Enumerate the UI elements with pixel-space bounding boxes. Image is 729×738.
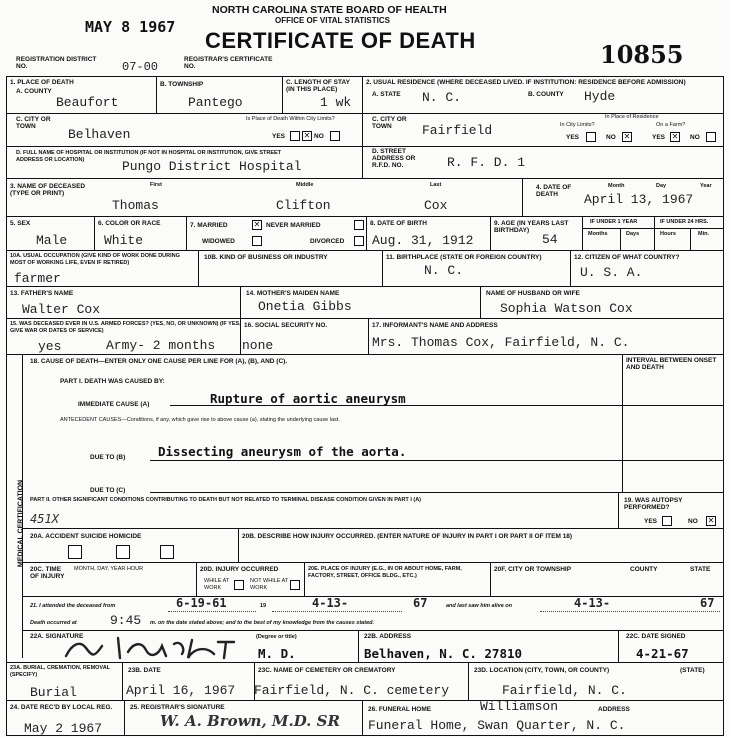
- birthplace-label: 11. BIRTHPLACE (STATE OR FOREIGN COUNTRY): [386, 254, 542, 261]
- autopsy-yes-label: YES: [644, 518, 658, 525]
- death-city-label: C. CITY OR TOWN: [16, 116, 51, 130]
- stay-length-label: C. LENGTH OF STAY (IN THIS PLACE): [286, 79, 350, 93]
- months-label: Months: [588, 231, 608, 237]
- death-township: Pantego: [188, 95, 243, 110]
- injury-state-label: STATE: [690, 566, 711, 573]
- death-time: 9:45: [110, 613, 142, 628]
- attended-year: 67: [413, 596, 428, 610]
- date-signed-label: 22C. DATE SIGNED: [626, 633, 686, 640]
- date-signed: 4-21-67: [636, 646, 689, 661]
- age-value: 54: [542, 232, 558, 247]
- within-limits-label: Is Place of Death Within City Limits?: [246, 116, 335, 122]
- antecedent-label: ANTECEDENT CAUSES—Conditions, if any, which gave rise to above cause (a), stating the underlying cause last.: [60, 417, 340, 423]
- date-received-label: 24. DATE REC'D BY LOCAL REG.: [10, 704, 113, 711]
- year-label: Year: [700, 183, 712, 189]
- place-residence-label: In Place of Residence: [605, 114, 659, 120]
- last-seen-year: 67: [700, 596, 715, 610]
- res-city-yes-box: [586, 132, 596, 142]
- registrar-certificate-label: REGISTRAR'S CERTIFICATE NO.: [184, 56, 273, 70]
- married-box: ✕: [253, 220, 261, 229]
- funeral-home-label: 26. FUNERAL HOME: [368, 706, 432, 713]
- residence-state: N. C.: [422, 90, 462, 105]
- informant-value: Mrs. Thomas Cox, Fairfield, N. C.: [372, 335, 630, 350]
- informant-label: 17. INFORMANT'S NAME AND ADDRESS: [372, 322, 498, 329]
- cemetery-name: Fairfield, N. C. cemetery: [254, 683, 450, 698]
- res-farm-no-label: NO: [690, 134, 700, 141]
- death-limits-extra-box: [330, 131, 340, 141]
- while-at-work-box: [234, 580, 244, 590]
- street-address: R. F. D. 1: [447, 155, 526, 170]
- injury-occurred-label: 20D. INJURY OCCURRED: [200, 566, 279, 573]
- burial-date-label: 23B. DATE: [128, 667, 161, 674]
- deceased-name-label: 3. NAME OF DECEASED (TYPE OR PRINT): [10, 183, 86, 197]
- date-of-death-label: 4. DATE OF DEATH: [536, 184, 572, 198]
- autopsy-label: 19. WAS AUTOPSY PERFORMED?: [624, 497, 683, 511]
- stay-length: 1 wk: [320, 95, 352, 110]
- death-township-label: B. TOWNSHIP: [160, 81, 204, 88]
- armed-forces-service: Army- 2 months: [106, 338, 216, 353]
- burial-value: Burial: [30, 685, 77, 700]
- spouse-label: NAME OF HUSBAND OR WIFE: [486, 290, 580, 297]
- part-one-label: PART I. DEATH WAS CAUSED BY:: [60, 378, 165, 385]
- immediate-cause: Rupture of aortic aneurysm: [210, 391, 406, 406]
- due-to-b-label: DUE TO (B): [90, 454, 126, 461]
- autopsy-no-box: ✕: [707, 516, 715, 525]
- homicide-box: [160, 545, 174, 559]
- citizen-label: 12. CITIZEN OF WHAT COUNTRY?: [574, 254, 680, 261]
- sex-label: 5. SEX: [10, 220, 31, 227]
- sex-value: Male: [36, 233, 68, 248]
- cause-label: 18. CAUSE OF DEATH—ENTER ONLY ONE CAUSE PER LINE FOR (A), (B), AND (C).: [30, 358, 288, 365]
- due-to-b: Dissecting aneurysm of the aorta.: [158, 444, 407, 459]
- degree-label: (Degree or title): [256, 634, 297, 640]
- attended-to: 4-13-: [312, 596, 349, 610]
- last-seen-label: and last saw him alive on: [446, 603, 513, 609]
- on-farm-label: On a Farm?: [656, 122, 686, 128]
- registrar-signature-label: 25. REGISTRAR'S SIGNATURE: [130, 704, 225, 711]
- first-name-label: First: [150, 182, 162, 188]
- month-label: Month: [608, 183, 625, 189]
- burial-location-label: 23D. LOCATION (CITY, TOWN, OR COUNTY): [474, 667, 610, 674]
- not-at-work-box: [290, 580, 300, 590]
- spouse-name: Sophia Watson Cox: [500, 301, 633, 316]
- under-24-hrs-label: IF UNDER 24 HRS.: [660, 219, 709, 225]
- mother-label: 14. MOTHER'S MAIDEN NAME: [246, 290, 340, 297]
- married-label: 7. MARRIED: [190, 222, 228, 229]
- birthplace-value: N. C.: [424, 263, 464, 278]
- residence-city-label: C. CITY OR TOWN: [372, 116, 407, 130]
- funeral-home-address: Funeral Home, Swan Quarter, N. C.: [368, 718, 626, 733]
- burial-date: April 16, 1967: [126, 683, 236, 698]
- father-label: 13. FATHER'S NAME: [10, 290, 74, 297]
- never-married-box: [354, 220, 364, 230]
- minutes-label: Min.: [698, 231, 709, 237]
- part-two-label: PART II. OTHER SIGNIFICANT CONDITIONS CONTRIBUTING TO DEATH BUT NOT RELATED TO TERMINAL DISEASE CONDITION GIVEN IN PART I (A): [30, 497, 422, 503]
- attended-label: 21. I attended the deceased from: [30, 603, 116, 609]
- res-city-yes-label: YES: [566, 134, 580, 141]
- dob-label: 8. DATE OF BIRTH: [370, 220, 427, 227]
- due-to-c-label: DUE TO (C): [90, 487, 126, 494]
- injury-county-label: COUNTY: [630, 566, 658, 573]
- injury-city-label: 20F. CITY OR TOWNSHIP: [494, 566, 572, 573]
- armed-forces-label: 15. WAS DECEASED EVER IN U.S. ARMED FORCES? (YES, NO, OR UNKNOWN) (IF YES, GIVE WAR OR DATES OF SERVICE): [10, 321, 241, 334]
- res-farm-yes-label: YES: [652, 134, 666, 141]
- last-name: Cox: [424, 198, 448, 213]
- death-county: Beaufort: [56, 95, 119, 110]
- first-name: Thomas: [112, 198, 159, 213]
- certifier-address-label: 22B. ADDRESS: [364, 633, 412, 640]
- injury-time-label: 20C. TIME OF INJURY: [30, 566, 65, 580]
- registration-district-label: REGISTRATION DISTRICT NO.: [16, 56, 97, 70]
- certificate-title: CERTIFICATE OF DEATH: [205, 28, 476, 53]
- armed-forces-value: yes: [38, 339, 62, 354]
- last-name-label: Last: [430, 182, 442, 188]
- middle-name: Clifton: [276, 198, 331, 213]
- in-city-limits-label: In City Limits?: [560, 122, 595, 128]
- registration-district-value: 07-00: [122, 60, 159, 74]
- occupation-value: farmer: [14, 271, 61, 286]
- mother-name: Onetia Gibbs: [258, 299, 352, 314]
- res-farm-yes-box: ✕: [671, 132, 679, 141]
- certificate-number: 10855: [600, 40, 684, 69]
- death-limits-yes-label: YES: [272, 133, 286, 140]
- day-label: Day: [656, 183, 667, 189]
- suicide-box: [116, 545, 130, 559]
- death-county-label: A. COUNTY: [16, 88, 52, 95]
- medical-certification-label: MEDICAL CERTIFICATION: [17, 479, 25, 568]
- business-label: 10B. KIND OF BUSINESS OR INDUSTRY: [204, 254, 328, 261]
- ssn-value: none: [242, 338, 274, 353]
- injury-describe-label: 20B. DESCRIBE HOW INJURY OCCURRED. (ENTER NATURE OF INJURY IN PART I OR PART II OF ITEM 18): [242, 533, 573, 540]
- days-label: Days: [626, 231, 640, 237]
- race-label: 6. COLOR OR RACE: [98, 220, 161, 227]
- last-seen: 4-13-: [574, 596, 611, 610]
- residence-state-label: A. STATE: [372, 91, 401, 98]
- certifier-signature: [58, 634, 248, 662]
- cause-code: 451X: [30, 512, 59, 526]
- on-date-label: m. on the date stated above; and to the best of my knowledge from the causes stated.: [150, 620, 375, 626]
- death-city: Belhaven: [68, 127, 131, 142]
- residence-county-label: B. COUNTY: [528, 91, 564, 98]
- res-city-no-label: NO: [606, 134, 616, 141]
- place-of-death-label: 1. PLACE OF DEATH: [10, 79, 74, 86]
- accident-label: 20A. ACCIDENT SUICIDE HOMICIDE: [30, 533, 142, 540]
- death-occurred-label: Death occurred at: [30, 620, 77, 626]
- accident-box: [68, 545, 82, 559]
- office-name: OFFICE OF VITAL STATISTICS: [275, 16, 390, 25]
- race-value: White: [104, 233, 144, 248]
- interval-label: INTERVAL BETWEEN ONSET AND DEATH: [626, 357, 717, 371]
- signature-label: 22A. SIGNATURE: [30, 633, 84, 640]
- divorced-box: [354, 236, 364, 246]
- death-limits-no-box: ✕: [303, 131, 311, 140]
- citizen-value: U. S. A.: [580, 265, 643, 280]
- death-limits-no-label: NO: [314, 133, 324, 140]
- burial-label: 23A. BURIAL, CREMATION, REMOVAL (SPECIFY): [10, 665, 110, 678]
- residence-label: 2. USUAL RESIDENCE (WHERE DECEASED LIVED. IF INSTITUTION: RESIDENCE BEFORE ADMISSION): [366, 79, 686, 86]
- burial-state-label: (STATE): [680, 667, 705, 674]
- funeral-home-name: Williamson: [480, 699, 559, 714]
- burial-location: Fairfield, N. C.: [502, 683, 627, 698]
- date-stamp: MAY 8 1967: [85, 18, 176, 36]
- death-limits-yes-box: [290, 131, 300, 141]
- date-of-death: April 13, 1967: [584, 192, 694, 207]
- certifier-degree: M. D.: [258, 646, 296, 661]
- not-at-work-label: NOT WHILE AT WORK: [250, 578, 289, 591]
- dob-value: Aug. 31, 1912: [372, 233, 474, 248]
- residence-city: Fairfield: [422, 123, 493, 138]
- divorced-label: DIVORCED: [310, 238, 345, 245]
- agency-name: NORTH CAROLINA STATE BOARD OF HEALTH: [212, 4, 447, 16]
- immediate-cause-label: IMMEDIATE CAUSE (A): [78, 401, 150, 408]
- injury-time-columns: MONTH, DAY, YEAR HOUR: [74, 566, 144, 572]
- hours-label: Hours: [660, 231, 676, 237]
- middle-name-label: Middle: [296, 182, 314, 188]
- attended-from: 6-19-61: [176, 596, 227, 610]
- widowed-label: WIDOWED: [202, 238, 235, 245]
- widowed-box: [252, 236, 262, 246]
- while-at-work-label: WHILE AT WORK: [204, 578, 230, 591]
- funeral-address-label: ADDRESS: [598, 706, 630, 713]
- never-married-label: NEVER MARRIED: [266, 222, 321, 229]
- registrar-signature: W. A. Brown, M.D. SR: [160, 712, 340, 730]
- ssn-label: 16. SOCIAL SECURITY NO.: [244, 322, 328, 329]
- age-label: 9. AGE (IN YEARS LAST BIRTHDAY): [494, 220, 569, 234]
- residence-county: Hyde: [584, 89, 616, 104]
- street-address-label: D. STREET ADDRESS OR R.F.D. NO.: [372, 148, 416, 169]
- hospital-label: D. FULL NAME OF HOSPITAL OR INSTITUTION (IF NOT IN HOSPITAL OR INSTITUTION, GIVE STREET ADDRESS OR LOCATION): [16, 150, 282, 163]
- res-city-no-box: ✕: [623, 132, 631, 141]
- attended-19-label: 19: [260, 603, 267, 609]
- injury-place-label: 20E. PLACE OF INJURY (E.G., IN OR ABOUT HOME, FARM, FACTORY, STREET, OFFICE BLDG., ETC.): [308, 566, 462, 579]
- res-farm-no-box: [706, 132, 716, 142]
- date-received: May 2 1967: [24, 721, 103, 736]
- cemetery-label: 23C. NAME OF CEMETERY OR CREMATORY: [258, 667, 396, 674]
- autopsy-yes-box: [662, 516, 672, 526]
- autopsy-no-label: NO: [688, 518, 698, 525]
- father-name: Walter Cox: [22, 302, 101, 317]
- occupation-label: 10A. USUAL OCCUPATION (GIVE KIND OF WORK DONE DURING MOST OF WORKING LIFE, EVEN IF RETIRED): [10, 253, 180, 266]
- under-1-year-label: IF UNDER 1 YEAR: [590, 219, 638, 225]
- certifier-address: Belhaven, N. C. 27810: [364, 646, 523, 661]
- hospital-name: Pungo District Hospital: [122, 159, 302, 174]
